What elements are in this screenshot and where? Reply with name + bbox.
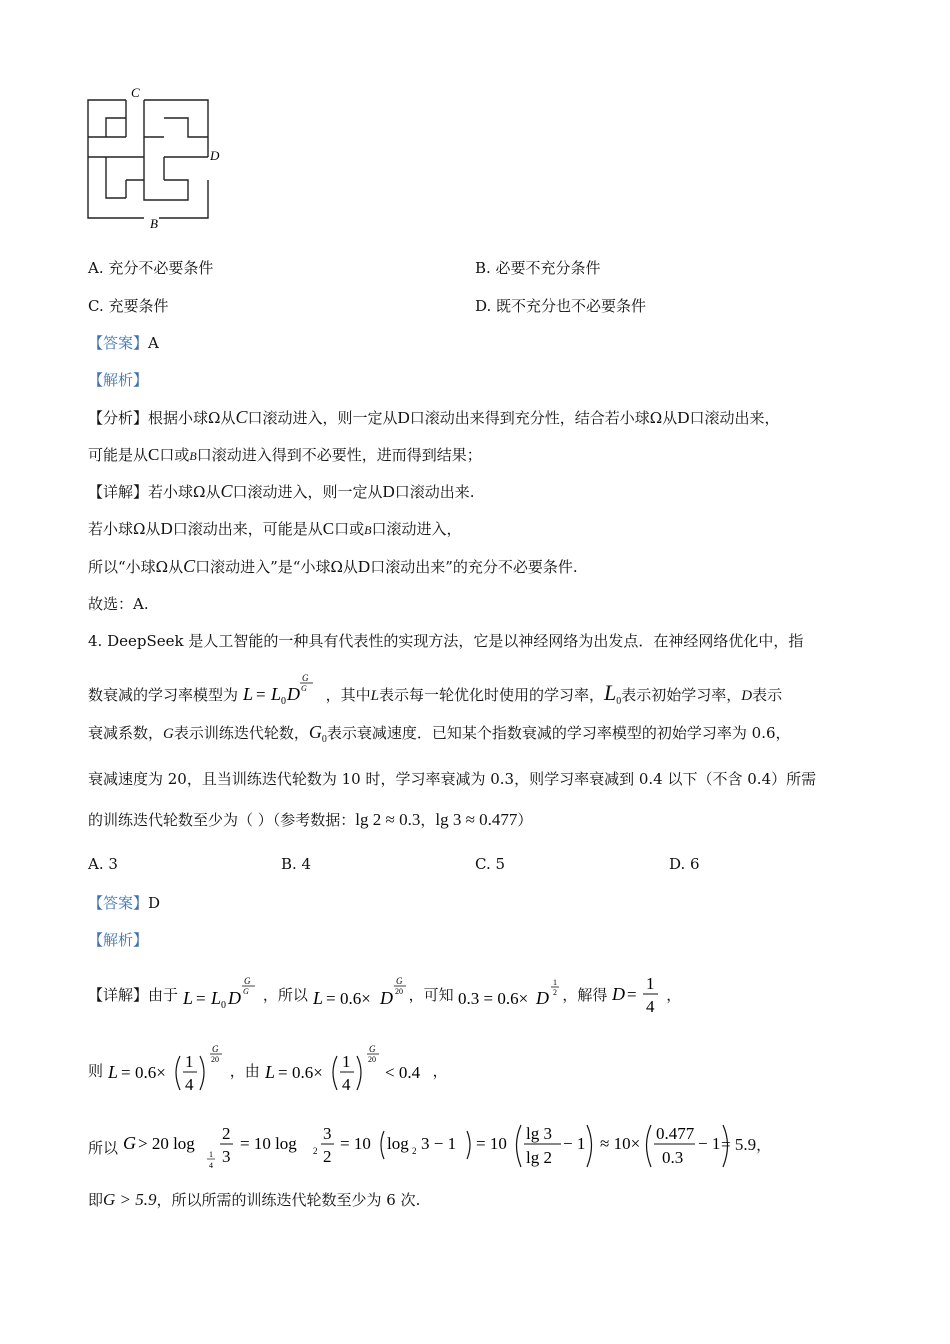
svg-text:log: log xyxy=(386,1134,409,1153)
formula-model xyxy=(243,674,321,708)
q3-detail-line2: 若小球Ω从D口滚动出来，可能是从C口或B口滚动进入， xyxy=(88,519,462,538)
maze-figure xyxy=(84,82,234,232)
svg-text:lg 2: lg 2 xyxy=(525,1148,552,1167)
svg-text:G: G xyxy=(243,976,251,986)
svg-text:=: = xyxy=(255,685,266,704)
q3-choose: 故选：A. xyxy=(88,595,149,613)
q3-detail-line1: 【详解】若小球Ω从C口滚动进入，则一定从D口滚动出来. xyxy=(88,481,475,501)
formula-l06 xyxy=(313,972,409,1012)
svg-text:4: 4 xyxy=(208,1161,213,1170)
svg-text:0: 0 xyxy=(220,1000,226,1011)
label-d: D xyxy=(210,148,220,163)
svg-text:L: L xyxy=(210,988,221,1008)
svg-text:=: = xyxy=(120,1063,131,1082)
svg-text:≈ 10×: ≈ 10× xyxy=(599,1134,640,1153)
svg-text:20: 20 xyxy=(367,1055,376,1064)
svg-text:− 1: − 1 xyxy=(697,1134,721,1153)
svg-text:1: 1 xyxy=(184,1052,194,1071)
q4-line2: 数衰减的学习率模型为 L = L 0 D G G ，其中L表示每一轮优化时使用的学习率，$L_0$表示初始学习率，D表示 xyxy=(88,674,783,707)
formula-03 xyxy=(458,972,562,1012)
q4-option-d: D. 6 xyxy=(669,855,700,873)
svg-text:1: 1 xyxy=(646,974,655,993)
q4-option-a: A. 3 xyxy=(88,855,118,873)
svg-text:4: 4 xyxy=(341,1075,351,1094)
svg-text:G: G xyxy=(395,976,403,986)
svg-text:> 20 log: > 20 log xyxy=(137,1134,195,1153)
q4-line5: 的训练迭代轮数至少为（ ）（参考数据：lg 2 ≈ 0.3，lg 3 ≈ 0.477） xyxy=(88,810,533,829)
svg-text:3: 3 xyxy=(221,1147,231,1166)
label-c: C xyxy=(131,85,140,100)
formula-chain xyxy=(123,1117,743,1175)
q4-line1: 4. DeepSeek 是人工智能的一种具有代表性的实现方法，它是以神经网络为出发点．在神经网络优化中，指 xyxy=(88,632,804,650)
svg-text:0.6×: 0.6× xyxy=(291,1063,323,1082)
svg-text:G: G xyxy=(242,987,249,996)
svg-text:D: D xyxy=(286,684,300,704)
q3-answer xyxy=(88,332,159,353)
svg-text:lg 3: lg 3 xyxy=(525,1124,552,1143)
q4-line3: 衰减系数，G表示训练迭代轮数，$G_0$表示衰减速度．已知某个指数衰减的学习率模型的初始学习率为 0.6， xyxy=(88,722,791,745)
svg-text:1: 1 xyxy=(341,1052,351,1071)
svg-text:0: 0 xyxy=(280,696,286,707)
q3-fenxi-line2: 可能是从C口或B口滚动进入得到不必要性，进而得到结果； xyxy=(88,445,482,464)
svg-text:2: 2 xyxy=(221,1124,231,1143)
q4-line4: 衰减速度为 20，且当训练迭代轮数为 10 时，学习率衰减为 0.3，则学习率衰减到 0.4 以下（不含 0.4）所需 xyxy=(88,770,817,788)
svg-text:D: D xyxy=(536,988,550,1008)
svg-text:L: L xyxy=(182,988,193,1008)
q3-option-a: A. 充分不必要条件 xyxy=(88,259,214,277)
svg-text:G: G xyxy=(300,684,307,693)
svg-text:4: 4 xyxy=(646,997,655,1016)
svg-text:0.477: 0.477 xyxy=(655,1124,695,1143)
svg-text:= 10 log: = 10 log xyxy=(239,1134,297,1153)
svg-text:D: D xyxy=(612,984,626,1004)
svg-text:L: L xyxy=(264,1062,275,1082)
svg-text:0.3: 0.3 xyxy=(661,1148,684,1167)
svg-text:G: G xyxy=(211,1044,219,1054)
svg-text:1: 1 xyxy=(208,1150,213,1159)
q4-analysis-tag: 【解析】 xyxy=(88,931,149,949)
formula-d-quarter xyxy=(612,970,666,1018)
svg-text:G: G xyxy=(122,1133,136,1153)
svg-text:20: 20 xyxy=(394,987,403,996)
svg-text:=: = xyxy=(277,1063,288,1082)
answer-tag: 【答案】 xyxy=(88,334,149,352)
svg-text:L: L xyxy=(107,1062,118,1082)
svg-text:4: 4 xyxy=(184,1075,194,1094)
svg-text:20: 20 xyxy=(210,1055,219,1064)
svg-text:G: G xyxy=(301,674,309,683)
answer-value: A xyxy=(148,334,159,352)
formula-model-2 xyxy=(183,972,263,1012)
svg-text:3: 3 xyxy=(322,1124,332,1143)
q3-option-c: C. 充要条件 xyxy=(88,297,169,315)
svg-text:2: 2 xyxy=(553,988,558,997)
q4-detail-line3: 所以 G > 20 log 1 4 2 3 = 10 log 2 3 2 = 10 log 2 3 − 1 = 10 lg 3 lg 2 − 1 ≈ 10× 0.477 0.3 − 1 = 5.9， xyxy=(88,1117,743,1175)
q4-detail-line2: 则 L = 0.6× 1 4 G 20 ，由 L = 0.6× 1 4 G 20 < 0.4 ， xyxy=(88,1042,448,1098)
svg-text:2: 2 xyxy=(312,1146,318,1156)
q3-analysis-tag: 【解析】 xyxy=(88,371,149,389)
formula-inequality xyxy=(265,1042,433,1098)
svg-text:=: = xyxy=(195,989,206,1008)
svg-text:G: G xyxy=(368,1044,376,1054)
svg-text:L: L xyxy=(270,684,281,704)
svg-text:= 10: = 10 xyxy=(475,1134,507,1153)
q3-fenxi-line1: 【分析】根据小球Ω从C口滚动进入，则一定从D口滚动出来得到充分性，结合若小球Ω从D口滚动出来， xyxy=(88,407,780,427)
svg-text:D: D xyxy=(379,988,393,1008)
q3-option-b: B. 必要不充分条件 xyxy=(475,259,601,277)
svg-text:3 − 1: 3 − 1 xyxy=(420,1134,456,1153)
svg-text:2: 2 xyxy=(411,1146,417,1156)
svg-text:− 1: − 1 xyxy=(562,1134,586,1153)
svg-text:=: = xyxy=(325,989,336,1008)
svg-text:D: D xyxy=(227,988,241,1008)
svg-text:1: 1 xyxy=(553,978,558,987)
q4-detail-line4: 即G > 5.9，所以所需的训练迭代轮数至少为 6 次. xyxy=(88,1190,421,1209)
svg-text:L: L xyxy=(312,988,323,1008)
q4-detail-line1: 【详解】由于 L = L 0 D G G ，所以 L = 0.6× D G 20 ，可知 0.3 = 0.6× D 1 2 ，解得 D = 1 4 ， xyxy=(88,970,681,1018)
q4-option-c: C. 5 xyxy=(475,855,506,873)
svg-text:0.6×: 0.6× xyxy=(339,989,371,1008)
q3-option-d: D. 既不充分也不必要条件 xyxy=(475,297,647,315)
svg-text:2: 2 xyxy=(322,1147,332,1166)
label-b: B xyxy=(150,216,158,231)
q4-answer: 【答案】D xyxy=(88,894,161,912)
svg-text:=: = xyxy=(627,985,637,1004)
formula-l-quarter xyxy=(108,1042,230,1098)
q4-option-b: B. 4 xyxy=(281,855,312,873)
svg-text:L: L xyxy=(242,684,253,704)
svg-text:< 0.4: < 0.4 xyxy=(384,1063,420,1082)
svg-text:0.3 = 0.6×: 0.3 = 0.6× xyxy=(458,989,529,1008)
svg-text:0.6×: 0.6× xyxy=(134,1063,166,1082)
q3-detail-line3: 所以“小球Ω从C口滚动进入”是“小球Ω从D口滚动出来”的充分不必要条件. xyxy=(88,556,578,576)
svg-text:= 10: = 10 xyxy=(339,1134,371,1153)
